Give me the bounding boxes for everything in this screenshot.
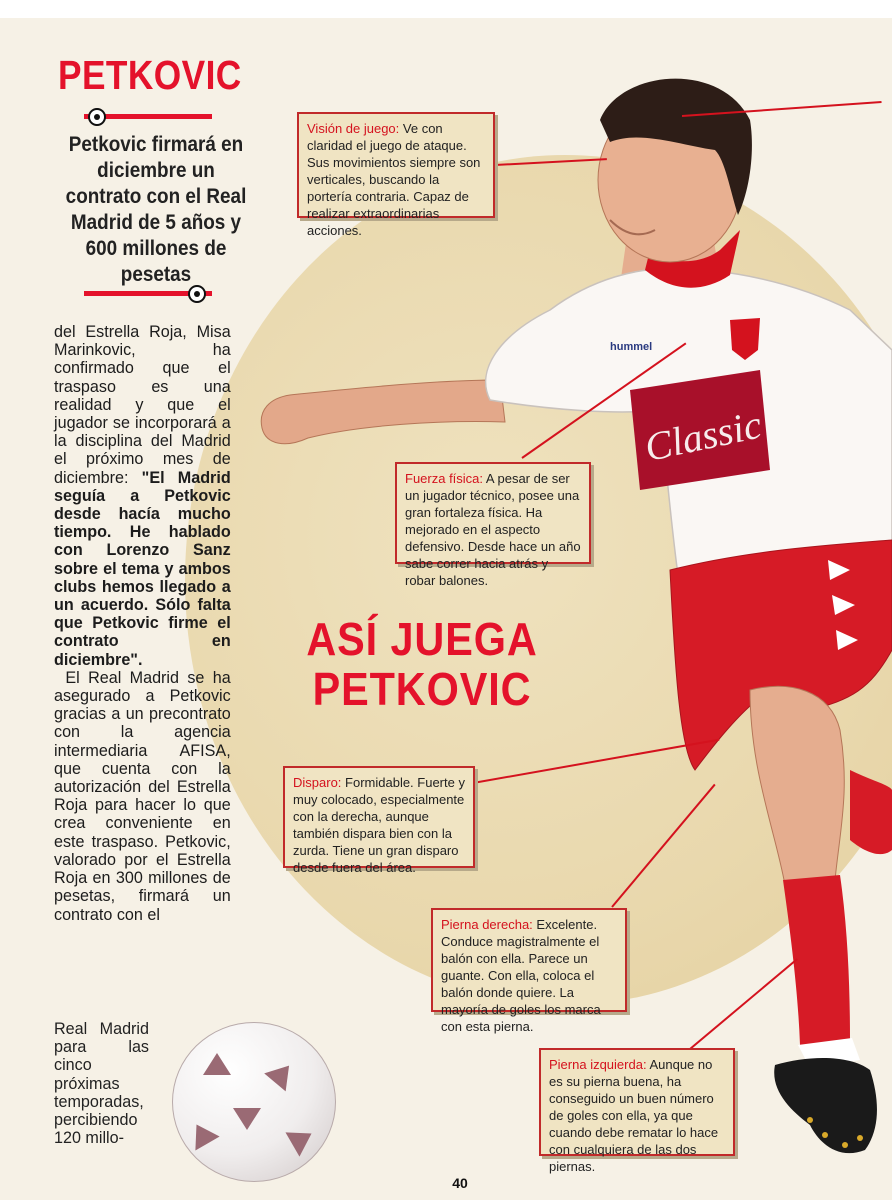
callout-text: A pesar de ser un jugador técnico, posee una gran fortaleza física. Ha mejorado en el aspecto defensivo. Desde hace un año sabe correr hacia atrás y robar balones. [405,471,581,588]
callout-left-leg [539,1048,735,1174]
kit-brand-text: hummel [610,341,653,353]
feature-heading-line-2: PETKOVIC [312,663,532,715]
callout-label: Pierna derecha: [441,917,533,932]
soccer-ball-icon [88,108,106,126]
callout-text: Ve con claridad el juego de ataque. Sus movimientos siempre son verticales, buscando la portería contraria. Capaz de realizar extraordinarias acciones. [307,121,481,238]
body-paragraph-1: del Estrella Roja, Misa Marinkovic, ha confirmado que el traspaso es una realidad y que el jugador se incorporará a la disciplina del Madrid el próximo mes de diciembre: [54,322,231,487]
page-number: 40 [452,1175,468,1191]
callout-label: Visión de juego: [307,121,400,136]
body-paragraph-2: El Real Madrid se ha asegurado a Petkovic gracias a un precontrato con la agencia intermediaria AFISA, que cuenta con la autorización del Estrella Roja para hacer lo que crea conveniente en este traspaso. Petkovic, valorado por el Estrella Roja en 300 millones de pesetas, firmará un contrato con el [54,667,231,924]
feature-heading [287,614,557,714]
feature-heading-line-1: ASÍ JUEGA [306,613,538,665]
callout-text: Formidable. Fuerte y muy colocado, especialmente con la derecha, aunque también dispara bien con la zurda. Tiene un gran disparo desde fuera del área. [293,775,465,875]
callout-vision [297,112,495,238]
body-quote: "El Madrid seguía a Petkovic desde hacía mucho tiempo. He hablado con Lorenzo Sanz sobre el tema y ambos clubs hemos llegado a un acuerdo. Sólo falta que Petkovic firme el contrato en diciembre". [54,467,231,669]
callout-right-leg [431,908,627,1034]
jersey-sponsor-text: Classic [640,401,766,471]
callout-label: Pierna izquierda: [549,1057,647,1072]
callout-physical [395,462,591,588]
article-body [54,323,231,924]
callout-text: Aunque no es su pierna buena, ha conseguido un buen número de goles con ella, ya que cuando debe rematar lo hace con cualquiera de las dos piernas. [549,1057,719,1174]
callout-shot [283,766,475,875]
article-title: PETKOVIC [58,52,242,98]
soccer-ball-icon [188,285,206,303]
callout-label: Fuerza física: [405,471,484,486]
article-subhead: Petkovic firmará en diciembre un contrato con el Real Madrid de 5 años y 600 millones de pesetas [65,133,247,286]
page-top-margin [0,0,892,18]
body-paragraph-tail: Real Madrid para las cinco próximas temporadas, percibiendo 120 millo- [54,1019,149,1148]
callout-label: Disparo: [293,775,342,790]
callout-text: Excelente. Conduce magistralmente el balón con ella. Parece un guante. Con ella, coloca el balón donde quiere. La mayoría de goles los marca con esta pierna. [441,917,601,1034]
